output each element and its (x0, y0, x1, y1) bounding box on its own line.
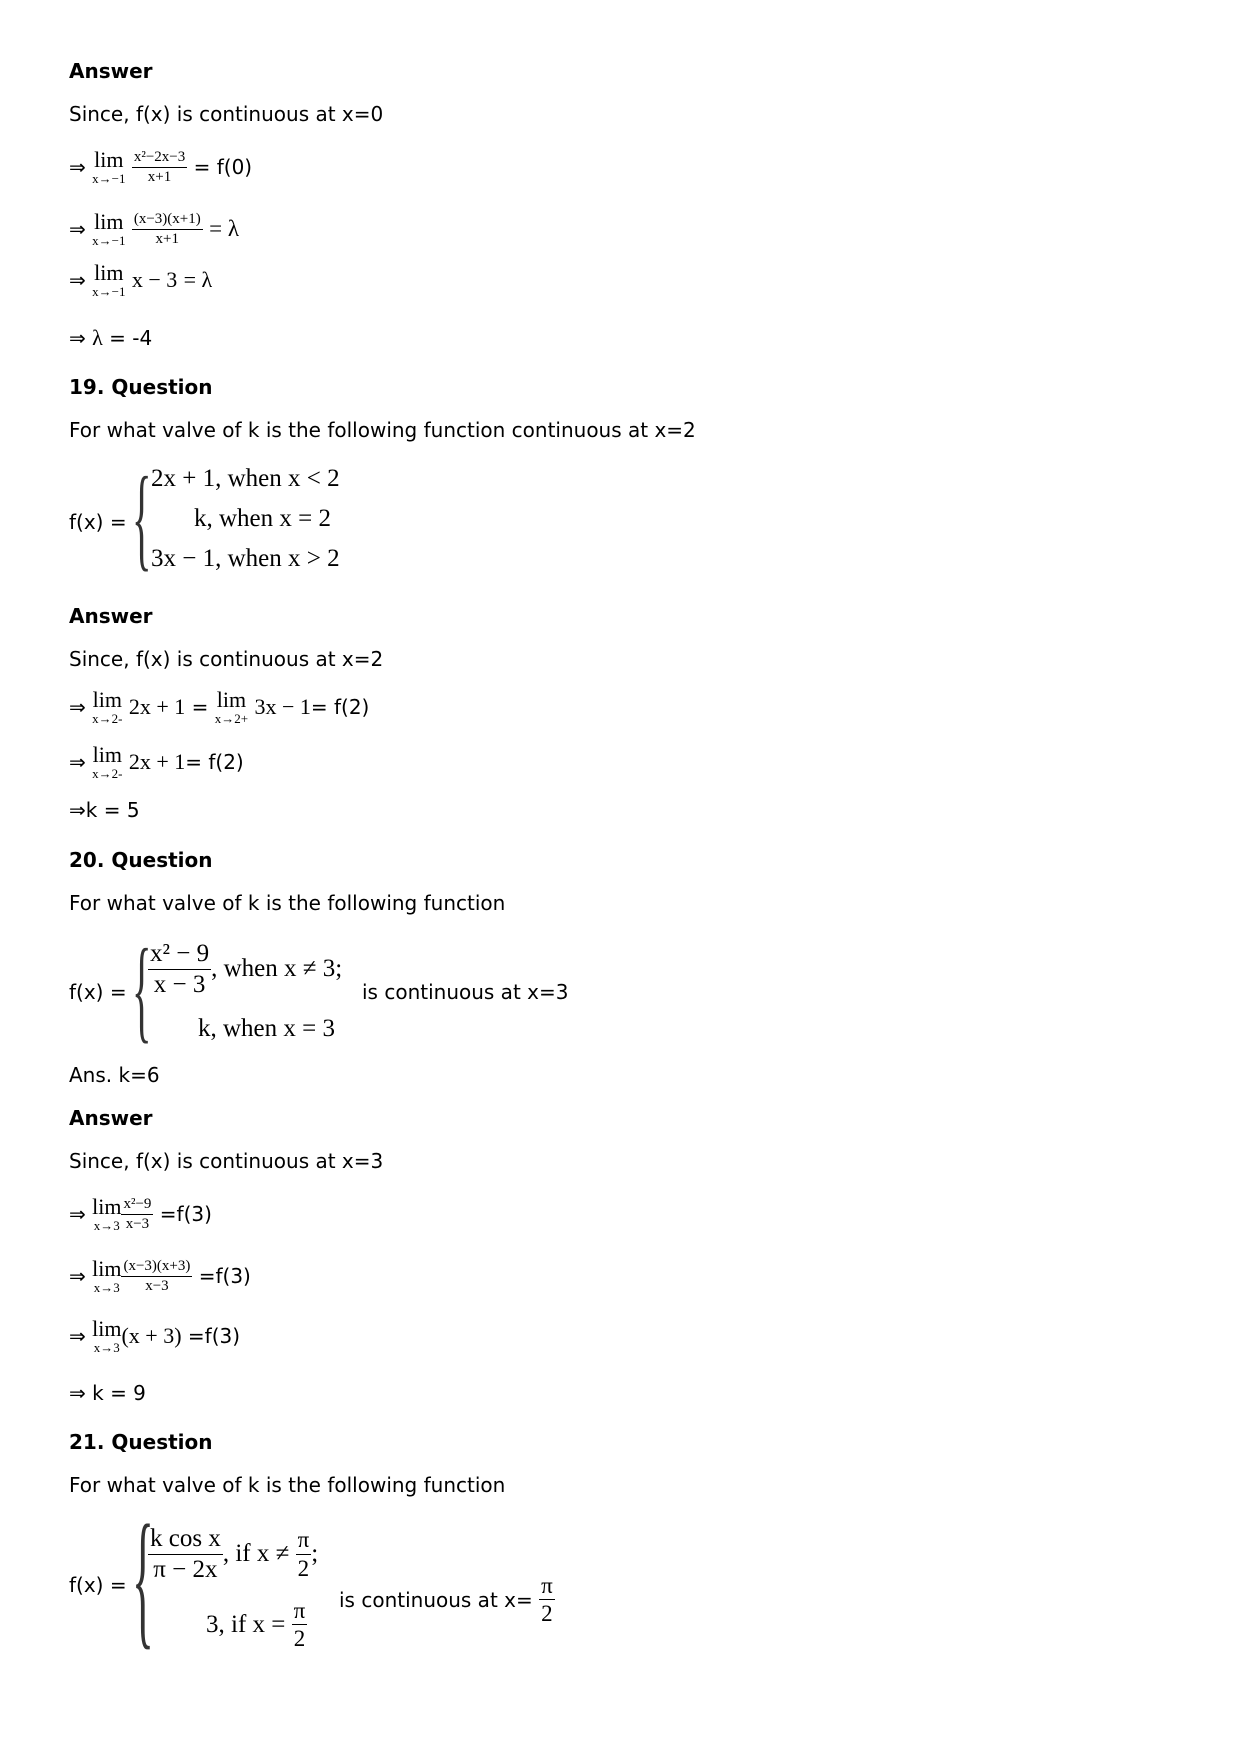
limit: lim x→−1 (92, 147, 126, 186)
q19-case-1: 2x + 1, when x < 2 (151, 465, 340, 492)
question-20-text: For what valve of k is the following function (69, 891, 506, 915)
fraction: $\frac{\text{x²−2x−3}}{x+1}$ (133, 149, 186, 185)
left-brace: { (132, 454, 152, 582)
q19-step-1: ⇒ lim x→2- 2x + 1 = lim x→2+ 3x − 1= f(2) (69, 687, 370, 726)
s18-step-2: ⇒ lim x→−1 $\frac{(x-3)(x+1)}{x+1}$ = λ (69, 209, 239, 248)
q21-case-2: 3, if x = $\frac{\pi}{2}$ (206, 1598, 306, 1652)
q20-case-2: k, when x = 3 (198, 1015, 335, 1042)
q20-step-1: ⇒ lim x→3 $\frac{\text{x²−9}}{x-3}$ =f(3) (69, 1194, 212, 1233)
fraction: $\frac{\text{x²−9}}{x-3}$ (123, 1196, 152, 1232)
question-21-heading: 21. Question (69, 1430, 213, 1454)
question-19-text: For what valve of k is the following function continuous at x=2 (69, 418, 696, 442)
q20-fx-label: f(x) = (69, 980, 127, 1004)
q21-case-1: $\frac{\text{k cos x}}{\pi - 2x}$ , if x ≠ $\frac{\pi}{2}$ ; (150, 1525, 319, 1583)
fraction: $\frac{\text{x² − 9}}{x - 3}$ (150, 940, 210, 998)
q20-continuity-text: is continuous at x=3 (362, 980, 569, 1004)
q20-step-4: ⇒ k = 9 (69, 1381, 146, 1405)
pi-over-2: $\frac{\pi}{2}$ (541, 1573, 553, 1627)
s18-step-3: ⇒ lim x→−1 x − 3 = λ (69, 260, 213, 299)
q19-case-2: k, when x = 2 (194, 505, 331, 532)
fraction: $\frac{(x-3)(x+1)}{x+1}$ (133, 211, 201, 247)
pi-over-2: $\frac{\pi}{2}$ (293, 1598, 306, 1652)
q21-fx-label: f(x) = (69, 1573, 127, 1597)
left-brace: { (132, 926, 152, 1054)
fraction: $\frac{(x-3)(x+3)}{x-3}$ (123, 1258, 191, 1294)
answer-since-line: Since, f(x) is continuous at x=3 (69, 1149, 384, 1173)
s18-step-4: ⇒ λ = -4 (69, 325, 153, 350)
answer-heading: Answer (69, 1106, 153, 1130)
q19-step-3: ⇒k = 5 (69, 798, 140, 822)
pi-over-2: $\frac{\pi}{2}$ (297, 1527, 310, 1581)
q19-fx-label: f(x) = (69, 510, 127, 534)
q19-case-3: 3x − 1, when x > 2 (151, 545, 340, 572)
answer-since-line: Since, f(x) is continuous at x=0 (69, 102, 384, 126)
question-20-heading: 20. Question (69, 848, 213, 872)
fraction: $\frac{\text{k cos x}}{\pi - 2x}$ (150, 1525, 221, 1583)
q20-step-2: ⇒ lim x→3 $\frac{(x-3)(x+3)}{x-3}$ =f(3) (69, 1256, 251, 1295)
q20-case-1: $\frac{\text{x² − 9}}{x - 3}$ , when x ≠ 3; (150, 940, 343, 998)
q21-continuity-text: is continuous at x= $\frac{\pi}{2}$ (339, 1573, 553, 1627)
answer-heading: Answer (69, 59, 153, 83)
implies-arrow: ⇒ (69, 155, 86, 179)
question-21-text: For what valve of k is the following function (69, 1473, 506, 1497)
q20-step-3: ⇒ lim x→3 (x + 3) =f(3) (69, 1316, 241, 1355)
answer-since-line: Since, f(x) is continuous at x=2 (69, 647, 384, 671)
answer-heading: Answer (69, 604, 153, 628)
s18-step-1: ⇒ lim x→−1 $\frac{\text{x²−2x−3}}{x+1}$ = f(0) (69, 147, 253, 186)
q20-ans-line: Ans. k=6 (69, 1063, 160, 1087)
q19-step-2: ⇒ lim x→2- 2x + 1= f(2) (69, 742, 244, 781)
left-brace: { (132, 1494, 154, 1662)
question-19-heading: 19. Question (69, 375, 213, 399)
